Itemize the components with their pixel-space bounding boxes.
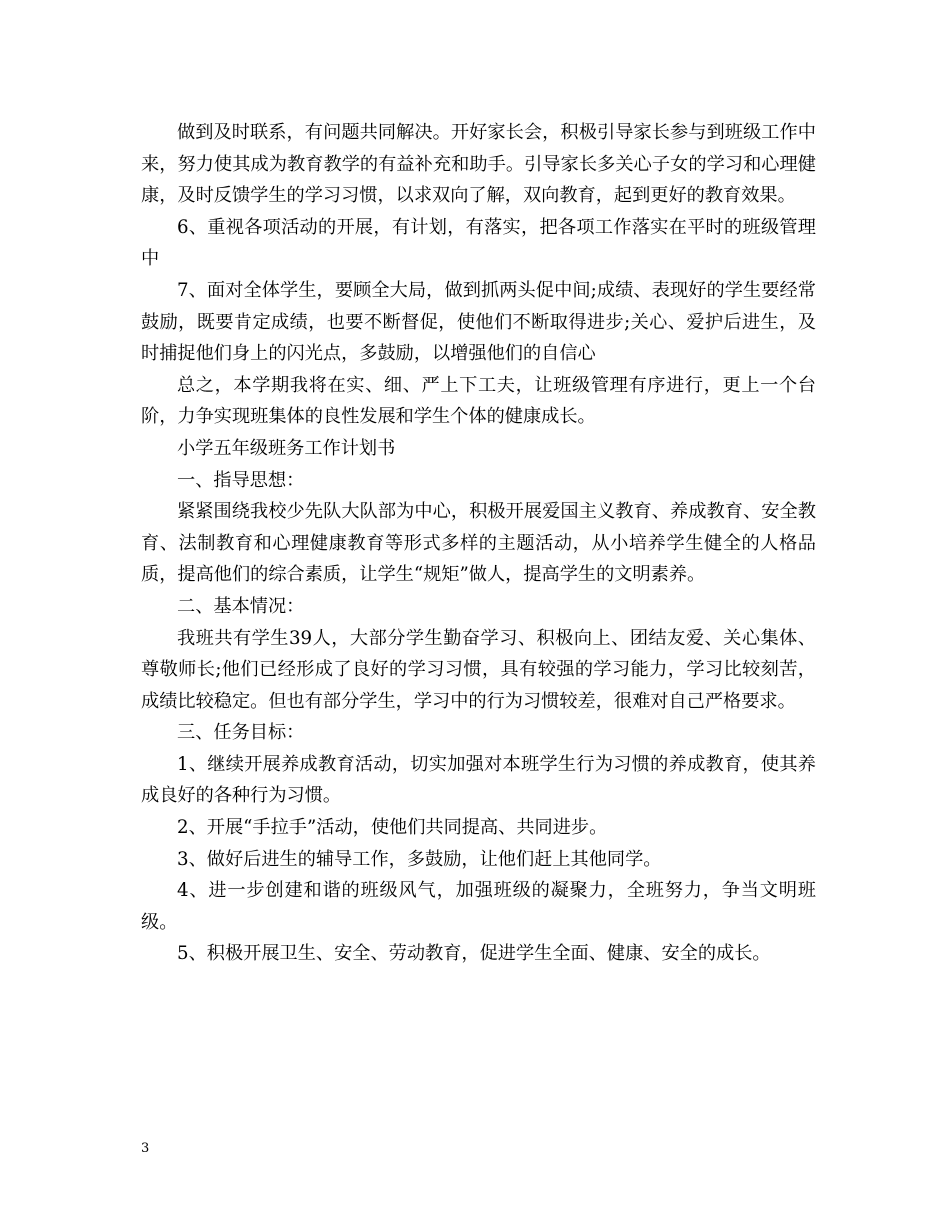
paragraph-item-6: 6、重视各项活动的开展，有计划，有落实，把各项工作落实在平时的班级管理中: [141, 216, 816, 270]
page-number: 3: [141, 1141, 150, 1156]
heading-guiding-ideology: 一、指导思想：: [177, 469, 305, 491]
paragraph-guiding-ideology: 紧紧围绕我校少先队大队部为中心，积极开展爱国主义教育、养成教育、安全教育、法制教育和心理健康教育等形式多样的主题活动，从小培养学生健全的人格品质，提高他们的综合素质，让学生“规矩”做人，提高学生的文明素养。: [141, 501, 816, 586]
goal-item-3: 3、做好后进生的辅导工作，多鼓励，让他们赶上其他同学。: [177, 848, 662, 870]
paragraph-parent-contact: 做到及时联系，有问题共同解决。开好家长会，积极引导家长参与到班级工作中来，努力使其成为教育教学的有益补充和助手。引导家长多关心子女的学习和心理健康，及时反馈学生的学习习惯，以求双向了解，双向教育，起到更好的教育效果。: [141, 122, 816, 207]
goal-item-1: 1、继续开展养成教育活动，切实加强对本班学生行为习惯的养成教育，使其养成良好的各种行为习惯。: [141, 753, 816, 807]
goal-item-4: 4、进一步创建和谐的班级风气，加强班级的凝聚力，全班努力，争当文明班级。: [141, 880, 816, 933]
heading-task-goals: 三、任务目标：: [177, 722, 305, 744]
heading-basic-situation: 二、基本情况：: [177, 595, 305, 617]
paragraph-item-7: 7、面对全体学生，要顾全大局，做到抓两头促中间;成绩、表现好的学生要经常鼓励，既要肯定成绩，也要不断督促，使他们不断取得进步;关心、爱护后进生，及时捕捉他们身上的闪光点，多鼓励，以增强他们的自信心: [141, 279, 816, 365]
paragraph-summary: 总之，本学期我将在实、细、严上下工夫，让班级管理有序进行，更上一个台阶，力争实现班集体的良性发展和学生个体的健康成长。: [141, 374, 816, 428]
goal-item-5: 5、积极开展卫生、安全、劳动教育，促进学生全面、健康、安全的成长。: [177, 943, 771, 965]
document-body: [141, 117, 816, 970]
section-title-plan: 小学五年级班务工作计划书: [177, 437, 396, 459]
goal-item-2: 2、开展“手拉手”活动，使他们共同提高、共同进步。: [177, 817, 608, 839]
paragraph-basic-situation: 我班共有学生39人，大部分学生勤奋学习、积极向上、团结友爱、关心集体、尊敬师长;他们已经形成了良好的学习习惯，具有较强的学习能力，学习比较刻苦，成绩比较稳定。但也有部分学生，学习中的行为习惯较差，很难对自己严格要求。: [141, 627, 816, 712]
